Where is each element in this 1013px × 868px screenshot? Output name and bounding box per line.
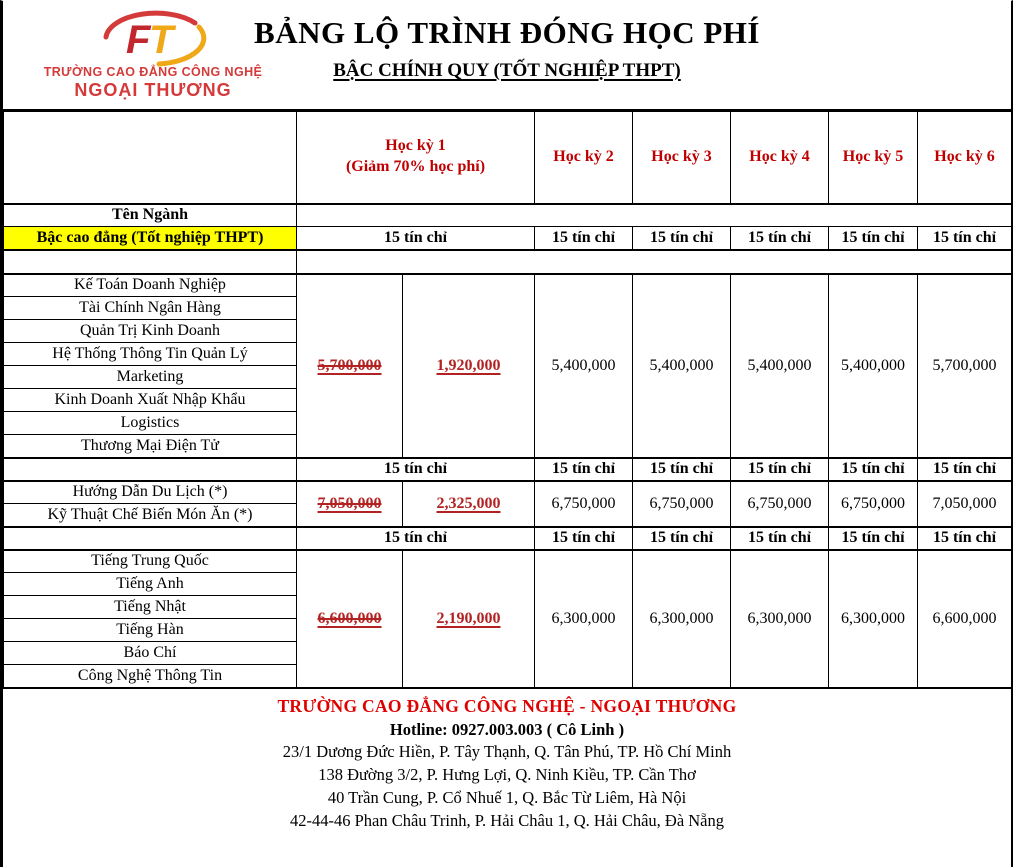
school-name-line2: NGOẠI THƯƠNG: [74, 80, 232, 100]
empty-merged-cell: [297, 250, 1012, 274]
credits-cell: 15 tín chỉ: [297, 227, 535, 250]
address-line: 138 Đường 3/2, P. Hưng Lợi, Q. Ninh Kiều, TP. Cần Thơ: [318, 765, 696, 784]
semester-header-row: [4, 112, 1012, 204]
hk1-discounted-price-cell: 1,920,000: [403, 274, 535, 458]
fee-cell: 5,400,000: [829, 274, 918, 458]
credits-cell: 15 tín chỉ: [535, 458, 633, 481]
credits-cell: 15 tín chỉ: [633, 227, 731, 250]
hk1-discounted-price-cell: 2,325,000: [403, 481, 535, 527]
credits-row: [4, 527, 1012, 550]
ten-nganh-cell: Tên Ngành: [4, 204, 297, 227]
fee-cell: 6,300,000: [535, 550, 633, 688]
title-block: [3, 15, 1011, 82]
credits-cell: 15 tín chỉ: [535, 527, 633, 550]
major-cell: Marketing: [4, 366, 297, 389]
semester-1-label: Học kỳ 1: [385, 137, 446, 155]
credits-cell: 15 tín chỉ: [297, 527, 535, 550]
footer-school-name: TRƯỜNG CAO ĐẲNG CÔNG NGHỆ - NGOẠI THƯƠNG: [277, 696, 737, 716]
credits-cell: 15 tín chỉ: [731, 458, 829, 481]
major-row: [4, 550, 1012, 573]
hk1-original-price-cell: 5,700,000: [297, 274, 403, 458]
credits-cell: 15 tín chỉ: [535, 227, 633, 250]
hk1-discounted-price-cell: 2,190,000: [403, 550, 535, 688]
banner: [3, 1, 1011, 111]
major-cell: Kinh Doanh Xuất Nhập Khẩu: [4, 389, 297, 412]
empty-cell: [4, 527, 297, 550]
major-cell: Kỹ Thuật Chế Biến Món Ăn (*): [4, 504, 297, 527]
semester-4-header: Học kỳ 4: [731, 112, 829, 204]
fee-cell: 6,750,000: [535, 481, 633, 527]
fee-cell: 6,300,000: [731, 550, 829, 688]
major-cell: Quản Trị Kinh Doanh: [4, 320, 297, 343]
fee-cell: 6,750,000: [731, 481, 829, 527]
credits-cell: 15 tín chỉ: [918, 527, 1012, 550]
empty-cell: [4, 250, 297, 274]
credits-cell: 15 tín chỉ: [731, 227, 829, 250]
major-cell: Báo Chí: [4, 642, 297, 665]
hk1-original-price-cell: 7,050,000: [297, 481, 403, 527]
credits-row: [4, 458, 1012, 481]
credits-cell: 15 tín chỉ: [731, 527, 829, 550]
credits-cell: 15 tín chỉ: [918, 458, 1012, 481]
row-label-header-row: [4, 204, 1012, 227]
fee-cell: 5,400,000: [731, 274, 829, 458]
credits-cell: 15 tín chỉ: [829, 227, 918, 250]
fee-cell: 6,750,000: [633, 481, 731, 527]
major-row: [4, 274, 1012, 297]
school-name-line1: TRƯỜNG CAO ĐẲNG CÔNG NGHỆ: [43, 65, 263, 79]
major-cell: Logistics: [4, 412, 297, 435]
semester-6-header: Học kỳ 6: [918, 112, 1012, 204]
major-cell: Tiếng Hàn: [4, 619, 297, 642]
major-cell: Tài Chính Ngân Hàng: [4, 297, 297, 320]
major-cell: Tiếng Nhật: [4, 596, 297, 619]
major-cell: Tiếng Trung Quốc: [4, 550, 297, 573]
fee-cell: 5,400,000: [633, 274, 731, 458]
spacer-row: [4, 250, 1012, 274]
svg-text:F: F: [126, 18, 151, 62]
address-line: 40 Trần Cung, P. Cổ Nhuế 1, Q. Bắc Từ Liêm, Hà Nội: [327, 788, 687, 807]
page-subtitle: BẬC CHÍNH QUY (TỐT NGHIỆP THPT): [333, 60, 681, 81]
address-line: 23/1 Dương Đức Hiền, P. Tây Thạnh, Q. Tân Phú, TP. Hồ Chí Minh: [282, 742, 732, 761]
fee-cell: 5,400,000: [535, 274, 633, 458]
major-cell: Kế Toán Doanh Nghiệp: [4, 274, 297, 297]
semester-5-header: Học kỳ 5: [829, 112, 918, 204]
contact-block: [3, 688, 1011, 830]
hotline: Hotline: 0927.003.003 ( Cô Linh ): [389, 720, 625, 739]
fee-cell: 6,600,000: [918, 550, 1012, 688]
major-cell: Công Nghệ Thông Tin: [4, 665, 297, 688]
level-highlight-cell: Bậc cao đẳng (Tốt nghiệp THPT): [4, 227, 297, 250]
fee-cell: 7,050,000: [918, 481, 1012, 527]
semester-1-header: [297, 112, 535, 204]
empty-cell: [4, 458, 297, 481]
fee-cell: 5,700,000: [918, 274, 1012, 458]
credits-cell: 15 tín chỉ: [829, 527, 918, 550]
major-cell: Hướng Dẫn Du Lịch (*): [4, 481, 297, 504]
semester-1-note: (Giảm 70% học phí): [345, 158, 486, 176]
fee-cell: 6,300,000: [829, 550, 918, 688]
major-cell: Tiếng Anh: [4, 573, 297, 596]
address-line: 42-44-46 Phan Châu Trinh, P. Hải Châu 1, Q. Hải Châu, Đà Nẵng: [289, 811, 725, 830]
page-title: BẢNG LỘ TRÌNH ĐÓNG HỌC PHÍ: [254, 15, 760, 50]
credits-cell: 15 tín chỉ: [297, 458, 535, 481]
credits-cell: 15 tín chỉ: [918, 227, 1012, 250]
empty-merged-cell: [297, 204, 1012, 227]
corner-empty-cell: [4, 112, 297, 204]
semester-3-header: Học kỳ 3: [633, 112, 731, 204]
major-cell: Hệ Thống Thông Tin Quản Lý: [4, 343, 297, 366]
semester-2-header: Học kỳ 2: [535, 112, 633, 204]
credits-cell: 15 tín chỉ: [633, 458, 731, 481]
credits-cell: 15 tín chỉ: [829, 458, 918, 481]
fee-table: [3, 111, 1012, 688]
level-credits-row: [4, 227, 1012, 250]
major-row: [4, 481, 1012, 504]
hk1-original-price-cell: 6,600,000: [297, 550, 403, 688]
major-cell: Thương Mại Điện Tử: [4, 435, 297, 458]
svg-text:T: T: [149, 18, 174, 62]
fee-cell: 6,300,000: [633, 550, 731, 688]
credits-cell: 15 tín chỉ: [633, 527, 731, 550]
fee-cell: 6,750,000: [829, 481, 918, 527]
